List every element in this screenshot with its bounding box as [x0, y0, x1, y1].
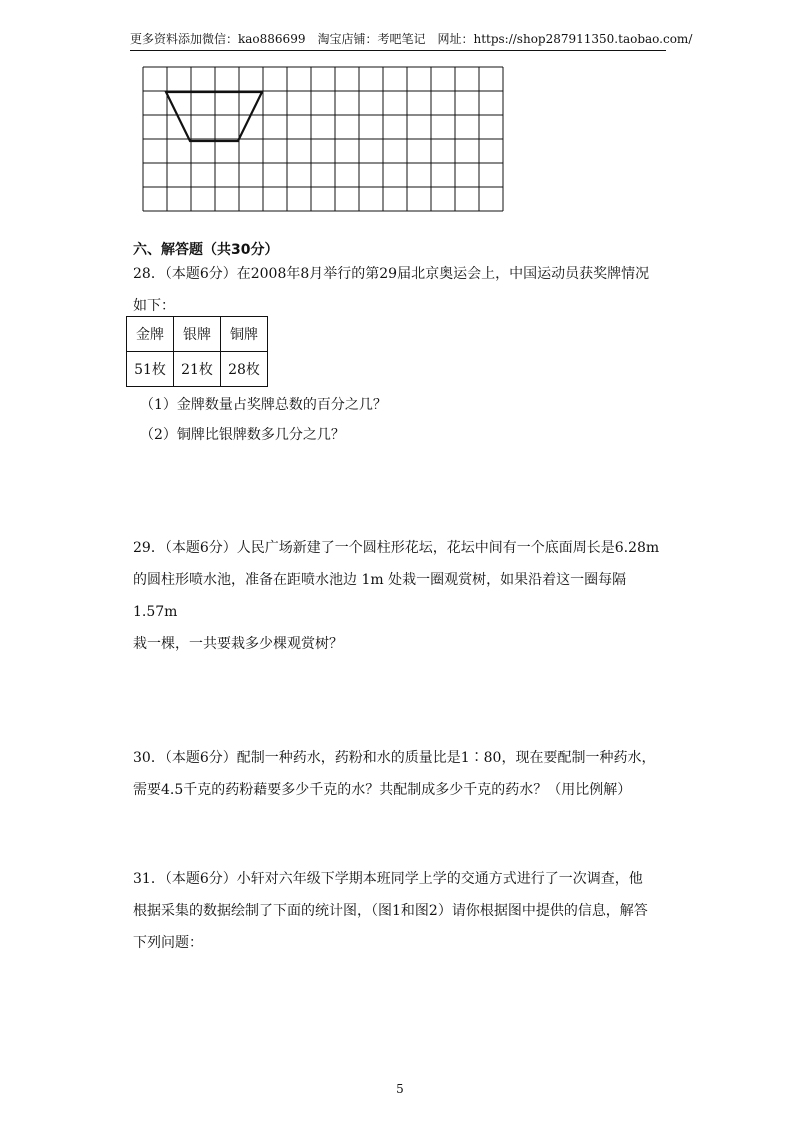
question-29-text-line1: 29．（本题6分）人民广场新建了一个圆柱形花坛，花坛中间有一个底面周长是6.28m	[133, 540, 660, 556]
page-number: 5	[396, 1082, 404, 1096]
question-29-text-line2: 的圆柱形喷水池，准备在距喷水池边 1m 处栽一圈观赏树，如果沿着这一圈每隔 1.57m	[133, 572, 627, 620]
medal-table	[126, 316, 268, 387]
question-28	[133, 258, 673, 322]
trapezoid-shape	[166, 92, 262, 141]
page-header: 更多资料添加微信：kao886699 淘宝店铺：考吧笔记 网址：https://shop287911350.taobao.com/	[130, 30, 666, 51]
question-30	[133, 742, 673, 806]
section-title: 六、解答题（共30分）	[133, 242, 279, 258]
medal-table-header-row	[127, 317, 268, 352]
medal-header-silver: 银牌	[174, 317, 221, 352]
question-31-text-line2: 根据采集的数据绘制了下面的统计图，（图1和图2）请你根据图中提供的信息，解答	[133, 903, 648, 919]
question-30-text-line1: 30．（本题6分）配制一种药水，药粉和水的质量比是1∶80，现在要配制一种药水，	[133, 750, 656, 766]
medal-header-bronze: 铜牌	[221, 317, 268, 352]
question-31	[133, 863, 673, 959]
question-29-text-line3: 栽一棵，一共要栽多少棵观赏树？	[133, 636, 343, 652]
grid-lines	[143, 67, 503, 211]
medal-value-gold: 51枚	[127, 352, 174, 387]
question-28-sub2: （2）铜牌比银牌数多几分之几？	[140, 427, 345, 443]
medal-header-gold: 金牌	[127, 317, 174, 352]
question-31-text-line3: 下列问题：	[133, 935, 203, 951]
medal-table-value-row	[127, 352, 268, 387]
medal-value-bronze: 28枚	[221, 352, 268, 387]
question-28-sub1: （1）金牌数量占奖牌总数的百分之几？	[140, 397, 387, 413]
medal-value-silver: 21枚	[174, 352, 221, 387]
question-28-text-line1: 28．（本题6分）在2008年8月举行的第29届北京奥运会上，中国运动员获奖牌情况	[133, 266, 650, 282]
question-28-text-line2: 如下：	[133, 298, 175, 314]
question-29	[133, 532, 673, 660]
question-30-text-line2: 需要4.5千克的药粉藉要多少千克的水？共配制成多少千克的药水？（用比例解）	[133, 782, 632, 798]
trapezoid-grid-svg	[142, 66, 504, 214]
grid-figure	[142, 66, 504, 218]
question-31-text-line1: 31．（本题6分）小轩对六年级下学期本班同学上学的交通方式进行了一次调查，他	[133, 871, 643, 887]
